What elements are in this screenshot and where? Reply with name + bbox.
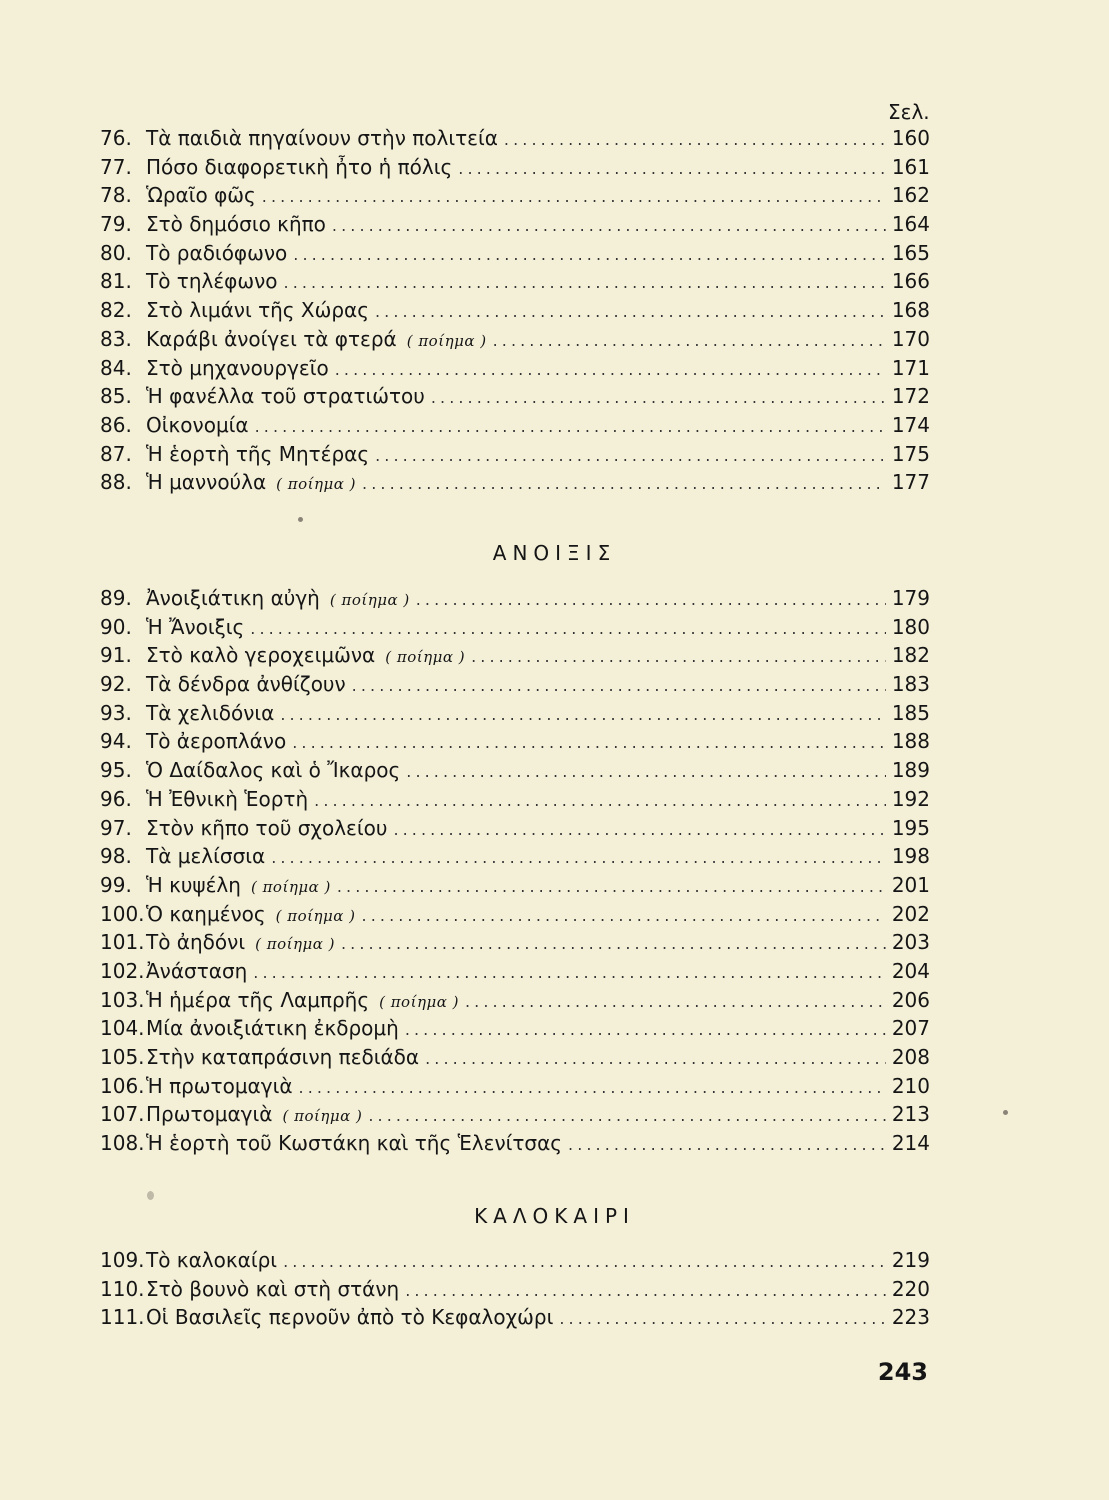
entry-page-number: 210 <box>891 1073 930 1098</box>
toc-entry <box>100 354 930 383</box>
dot-leader <box>337 873 886 902</box>
toc-entry <box>100 957 930 986</box>
entry-title: Τὸ καλοκαίρι <box>146 1248 278 1272</box>
entry-number: 92. <box>100 672 132 697</box>
dot-leader <box>431 384 886 413</box>
entry-page-number: 214 <box>891 1131 930 1156</box>
entry-title: Ἡ Ἐθνικὴ Ἑορτὴ <box>146 786 309 811</box>
toc-entry <box>100 785 930 814</box>
entry-number: 79. <box>100 212 132 237</box>
entry-page-number: 206 <box>891 987 930 1012</box>
toc-group-summer <box>100 1246 930 1332</box>
dot-leader <box>471 643 886 672</box>
dot-leader <box>375 298 886 327</box>
entry-number: 101. <box>100 930 145 955</box>
entry-title: Ὁ Δαίδαλος καὶ ὁ Ἴκαρος <box>146 758 401 783</box>
toc-entry <box>100 613 930 642</box>
entry-title: Τὰ παιδιὰ πηγαίνουν στὴν πολιτεία <box>146 126 498 150</box>
toc-entry <box>100 440 930 469</box>
toc-entry <box>100 1303 930 1332</box>
entry-page-number: 189 <box>891 758 930 783</box>
entry-page-number: 172 <box>891 384 930 409</box>
entry-page-number: 162 <box>891 183 930 208</box>
entry-number: 94. <box>100 729 132 754</box>
toc-entry <box>100 699 930 728</box>
entry-number: 88. <box>100 470 132 495</box>
entry-page-number: 195 <box>891 815 930 840</box>
entry-poem-note: ( ποίημα ) <box>329 591 410 609</box>
entry-number: 99. <box>100 872 132 897</box>
toc-entry <box>100 210 930 239</box>
ink-speck <box>1003 1110 1008 1115</box>
entry-poem-note: ( ποίημα ) <box>282 1107 363 1126</box>
entry-title: Καράβι ἀνοίγει τὰ φτερά <box>146 326 397 351</box>
entry-poem-note: ( ποίημα ) <box>379 992 459 1011</box>
dot-leader <box>465 988 886 1017</box>
entry-page-number: 223 <box>891 1305 930 1330</box>
entry-number: 95. <box>100 758 132 783</box>
toc-entry <box>100 382 930 411</box>
toc-entry <box>100 1043 930 1072</box>
entry-number: 76. <box>100 126 132 150</box>
dot-leader <box>352 672 886 701</box>
entry-title: Στὸ καλὸ γεροχειμῶνα <box>146 643 376 668</box>
dot-leader <box>393 816 885 845</box>
entry-title: Ἡ μαννούλα <box>146 470 267 495</box>
entry-title: Στὸ βουνὸ καὶ στὴ στάνη <box>146 1276 400 1301</box>
entry-title: Ὁ καημένος <box>146 901 266 926</box>
toc-entry <box>100 670 930 699</box>
dot-leader <box>255 413 886 442</box>
entry-title: Ἀνοιξιάτικη αὐγὴ <box>146 586 320 610</box>
entry-title: Στὸ λιμάνι τῆς Χώρας <box>146 298 369 323</box>
dot-leader <box>283 1248 886 1277</box>
entry-number: 80. <box>100 240 132 265</box>
entry-page-number: 220 <box>891 1276 930 1301</box>
entry-number: 83. <box>100 326 132 351</box>
entry-page-number: 182 <box>891 643 930 668</box>
toc-entry <box>100 1100 930 1129</box>
entry-poem-note: ( ποίημα ) <box>250 877 331 896</box>
dot-leader <box>253 959 886 988</box>
entry-page-number: 185 <box>891 700 930 725</box>
toc-entry <box>100 1072 930 1101</box>
entry-title: Ἡ ἡμέρα τῆς Λαμπρῆς <box>146 987 370 1012</box>
dot-leader <box>293 241 886 270</box>
entry-title: Οἱ Βασιλεῖς περνοῦν ἀπὸ τὸ Κεφαλοχώρι <box>146 1305 554 1330</box>
entry-page-number: 168 <box>891 298 930 323</box>
dot-leader <box>458 155 886 184</box>
dot-leader <box>284 269 886 298</box>
dot-leader <box>271 844 886 873</box>
entry-poem-note: ( ποίημα ) <box>275 906 356 925</box>
dot-leader <box>335 356 886 385</box>
entry-title: Ἡ κυψέλη <box>146 872 241 897</box>
entry-title: Τὸ ραδιόφωνο <box>146 240 288 265</box>
entry-title: Στὸ μηχανουργεῖο <box>146 355 329 380</box>
toc-entry <box>100 181 930 210</box>
entry-number: 77. <box>100 154 132 179</box>
entry-title: Ἡ ἑορτὴ τῆς Μητέρας <box>146 441 370 466</box>
entry-title: Ἡ ἑορτὴ τοῦ Κωστάκη καὶ τῆς Ἑλενίτσας <box>146 1131 563 1156</box>
entry-page-number: 170 <box>891 326 930 351</box>
entry-number: 89. <box>100 586 132 610</box>
toc-entry <box>100 411 930 440</box>
entry-page-number: 198 <box>891 844 930 869</box>
toc-entry <box>100 928 930 957</box>
toc-entry <box>100 871 930 900</box>
entry-page-number: 175 <box>891 441 930 466</box>
entry-page-number: 177 <box>891 470 930 495</box>
entry-page-number: 192 <box>891 786 930 811</box>
dot-leader <box>362 902 886 931</box>
entry-number: 87. <box>100 441 132 466</box>
entry-title: Τὰ μελίσσια <box>146 844 266 869</box>
entry-title: Μία ἀνοιξιάτικη ἐκδρομὴ <box>146 1016 399 1041</box>
entry-page-number: 179 <box>891 586 930 610</box>
toc-entry <box>100 842 930 871</box>
entry-title: Ἡ φανέλλα τοῦ στρατιώτου <box>146 384 425 409</box>
toc-entry <box>100 1129 930 1158</box>
toc-entry <box>100 267 930 296</box>
entry-title: Πόσο διαφορετικὴ ἦτο ἡ πόλις <box>146 154 453 179</box>
dot-leader <box>250 615 886 644</box>
entry-page-number: 208 <box>891 1045 930 1069</box>
ink-speck <box>298 517 303 522</box>
entry-page-number: 165 <box>891 240 930 265</box>
entry-number: 90. <box>100 614 132 639</box>
entry-number: 98. <box>100 844 132 869</box>
entry-title: Τὸ ἀεροπλάνο <box>146 729 287 754</box>
entry-title: Στὴν καταπράσινη πεδιάδα <box>146 1045 420 1069</box>
toc-entry <box>100 986 930 1015</box>
toc-entry <box>100 153 930 182</box>
entry-number: 96. <box>100 786 132 811</box>
entry-title: Ὡραῖο φῶς <box>146 183 256 208</box>
page-number: 243 <box>877 1358 928 1386</box>
toc-entry <box>100 1275 930 1304</box>
entry-poem-note: ( ποίημα ) <box>255 935 335 954</box>
entry-number: 100. <box>100 901 145 926</box>
entry-page-number: 164 <box>891 212 930 237</box>
entry-number: 102. <box>100 958 145 983</box>
entry-page-number: 160 <box>891 126 930 150</box>
entry-number: 111. <box>100 1305 145 1330</box>
entry-page-number: 183 <box>891 672 930 697</box>
entry-number: 106. <box>100 1073 145 1098</box>
entry-title: Ἡ Ἄνοιξις <box>146 614 245 639</box>
toc-entry <box>100 124 930 153</box>
entry-number: 109. <box>100 1248 145 1272</box>
entry-title: Τὰ χελιδόνια <box>146 700 275 725</box>
page-column-label: Σελ. <box>888 100 930 124</box>
entry-title: Τὸ ἀηδόνι <box>146 930 246 955</box>
entry-title: Οἰκονομία <box>146 412 249 437</box>
toc-entry <box>100 325 930 354</box>
dot-leader <box>504 126 886 155</box>
entry-title: Ἀνάσταση <box>146 958 248 983</box>
entry-number: 110. <box>100 1276 145 1301</box>
entry-title: Στὸν κῆπο τοῦ σχολείου <box>146 815 388 840</box>
entry-page-number: 174 <box>891 412 930 437</box>
entry-number: 84. <box>100 355 132 380</box>
entry-number: 104. <box>100 1016 145 1041</box>
dot-leader <box>262 183 886 212</box>
entry-number: 93. <box>100 700 132 725</box>
entry-number: 107. <box>100 1102 145 1127</box>
entry-title: Τὰ δένδρα ἀνθίζουν <box>146 672 346 697</box>
entry-page-number: 171 <box>891 355 930 380</box>
entry-title: Τὸ τηλέφωνο <box>146 269 278 294</box>
entry-number: 81. <box>100 269 132 294</box>
entry-page-number: 166 <box>891 269 930 294</box>
toc-entry <box>100 584 930 613</box>
entry-title: Ἡ πρωτομαγιὰ <box>146 1073 293 1098</box>
ink-speck <box>147 1191 154 1200</box>
entry-page-number: 207 <box>891 1016 930 1041</box>
toc-entry <box>100 727 930 756</box>
dot-leader <box>341 930 886 959</box>
entry-poem-note: ( ποίημα ) <box>276 475 357 494</box>
dot-leader <box>568 1131 886 1160</box>
entry-page-number: 180 <box>891 614 930 639</box>
entry-page-number: 203 <box>891 930 930 955</box>
section-heading-spring: ΑΝΟΙΞΙΣ <box>492 541 617 565</box>
toc-entry <box>100 814 930 843</box>
entry-number: 108. <box>100 1131 145 1156</box>
toc-entry <box>100 239 930 268</box>
entry-number: 105. <box>100 1045 145 1069</box>
dot-leader <box>493 327 886 356</box>
entry-number: 91. <box>100 643 132 668</box>
entry-title: Στὸ δημόσιο κῆπο <box>146 212 326 237</box>
dot-leader <box>292 729 886 758</box>
entry-page-number: 202 <box>891 901 930 926</box>
toc-group-spring <box>100 584 930 1158</box>
toc-entry <box>100 900 930 929</box>
entry-page-number: 201 <box>891 872 930 897</box>
entry-poem-note: ( ποίημα ) <box>385 648 466 667</box>
entry-title: Πρωτομαγιὰ <box>146 1102 273 1127</box>
toc-entry <box>100 468 930 497</box>
dot-leader <box>299 1074 886 1103</box>
dot-leader <box>406 758 886 787</box>
dot-leader <box>425 1045 886 1074</box>
toc-entry <box>100 1014 930 1043</box>
toc-group-city <box>100 124 930 497</box>
dot-leader <box>332 212 886 241</box>
dot-leader <box>405 1016 886 1045</box>
dot-leader <box>368 1102 885 1131</box>
dot-leader <box>362 470 886 499</box>
dot-leader <box>559 1305 885 1334</box>
entry-page-number: 161 <box>891 154 930 179</box>
entry-number: 103. <box>100 987 145 1012</box>
dot-leader <box>416 586 886 615</box>
entry-poem-note: ( ποίημα ) <box>406 331 487 350</box>
entry-number: 78. <box>100 183 132 208</box>
dot-leader <box>405 1277 886 1306</box>
entry-number: 82. <box>100 298 132 323</box>
dot-leader <box>280 701 885 730</box>
entry-page-number: 213 <box>891 1102 930 1127</box>
toc-entry <box>100 1246 930 1275</box>
dot-leader <box>314 787 886 816</box>
entry-page-number: 204 <box>891 958 930 983</box>
section-heading-summer: ΚΑΛΟΚΑΙΡΙ <box>474 1204 635 1228</box>
entry-number: 97. <box>100 815 132 840</box>
toc-entry <box>100 756 930 785</box>
dot-leader <box>375 442 886 471</box>
toc-entry <box>100 296 930 325</box>
entry-page-number: 219 <box>891 1248 930 1272</box>
entry-number: 85. <box>100 384 132 409</box>
entry-number: 86. <box>100 412 132 437</box>
toc-entry <box>100 641 930 670</box>
entry-page-number: 188 <box>891 729 930 754</box>
